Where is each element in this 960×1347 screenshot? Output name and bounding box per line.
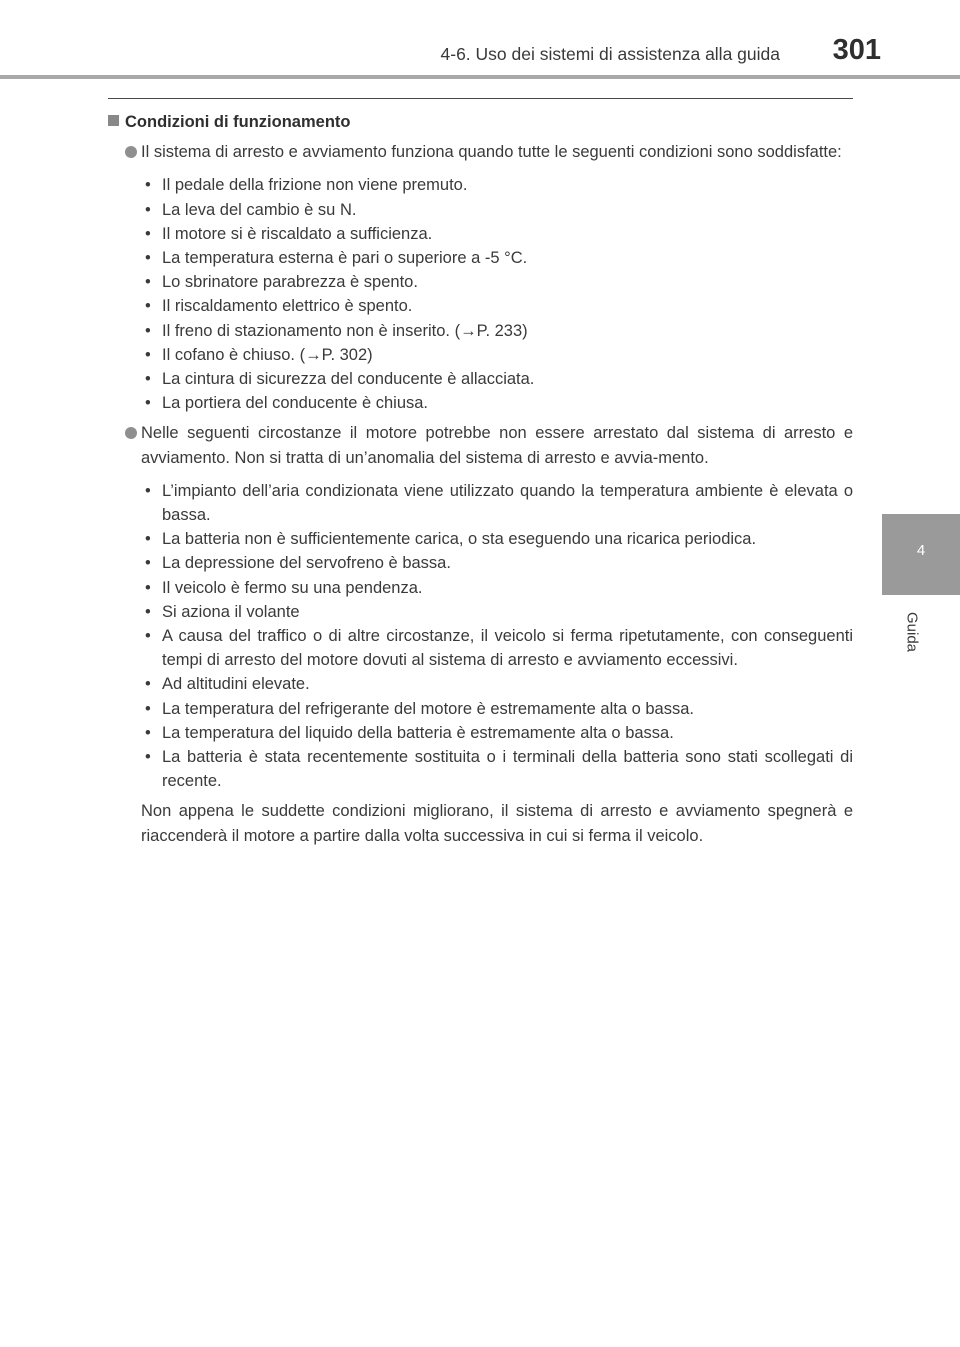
dot-bullet-icon: • <box>145 345 151 364</box>
list-item <box>145 319 853 343</box>
list-item <box>145 697 853 721</box>
list-item <box>145 600 853 624</box>
list-item-text: Il riscaldamento elettrico è spento. <box>162 297 413 316</box>
dot-bullet-icon: • <box>145 249 151 268</box>
list-item-text: La temperatura esterna è pari o superiore a -5 °C. <box>162 249 528 268</box>
closing-paragraph: Non appena le suddette condizioni migliorano, il sistema di arresto e avviamento spegnerà e riaccenderà il motore a partire dalla volta successiva in cui si ferma il veicolo. <box>141 802 853 845</box>
dot-bullet-icon: • <box>145 321 151 340</box>
circle-bullet-icon <box>125 146 137 158</box>
list-item-text: A causa del traffico o di altre circostanze, il veicolo si ferma ripetutamente, con conseguenti tempi di arresto del motore dovuti al sistema di arresto e avviamento eccessivi. <box>162 627 853 670</box>
dot-bullet-icon: • <box>145 699 151 718</box>
list-item <box>145 294 853 318</box>
dot-bullet-icon: • <box>145 176 151 195</box>
conditions-list <box>108 173 853 415</box>
list-item <box>145 198 853 222</box>
list-item <box>145 745 853 793</box>
section-rule <box>108 98 853 99</box>
list-item <box>145 222 853 246</box>
list-item-text: La leva del cambio è su N. <box>162 200 357 219</box>
list-item-text: Lo sbrinatore parabrezza è spento. <box>162 273 418 292</box>
list-item <box>145 672 853 696</box>
list-item <box>145 270 853 294</box>
list-item <box>145 527 853 551</box>
dot-bullet-icon: • <box>145 554 151 573</box>
list-item <box>145 173 853 197</box>
section-content <box>108 110 853 848</box>
list-item <box>145 576 853 600</box>
chapter-tab[interactable] <box>882 514 960 595</box>
list-item-text: La cintura di sicurezza del conducente è allacciata. <box>162 370 535 389</box>
circumstances-list <box>108 479 853 794</box>
dot-bullet-icon: • <box>145 224 151 243</box>
list-item-text: La portiera del conducente è chiusa. <box>162 394 429 413</box>
condition-item-text: Il sistema di arresto e avviamento funziona quando tutte le seguenti condizioni sono soddisfatte: <box>141 143 842 162</box>
list-item-text: Il veicolo è fermo su una pendenza. <box>162 578 423 597</box>
list-item-text: Ad altitudini elevate. <box>162 675 310 694</box>
list-item-text: Il freno di stazionamento non è inserito. (→P. 233) <box>162 321 528 340</box>
list-item-text: La batteria è stata recentemente sostituita o i terminali della batteria sono stati scollegati di recente. <box>162 748 853 791</box>
list-item-text: Il cofano è chiuso. (→P. 302) <box>162 345 373 364</box>
list-item <box>145 721 853 745</box>
list-item-text: L’impianto dell’aria condizionata viene utilizzato quando la temperatura ambiente è elevata o bassa. <box>162 481 853 525</box>
condition-item-text: Nelle seguenti circostanze il motore potrebbe non essere arrestato dal sistema di arresto e avviamento. Non si tratta di un’anomalia del sistema di arresto e avvia-mento. <box>141 424 853 467</box>
list-item-text: La depressione del servofreno è bassa. <box>162 554 451 573</box>
dot-bullet-icon: • <box>145 273 151 292</box>
square-bullet-icon <box>108 115 119 126</box>
section-heading <box>108 110 853 134</box>
list-item-text: La temperatura del liquido della batteria è estremamente alta o bassa. <box>162 723 674 742</box>
condition-item-2 <box>108 421 853 469</box>
list-item <box>145 246 853 270</box>
dot-bullet-icon: • <box>145 602 151 621</box>
list-item <box>145 624 853 672</box>
chapter-tab-label-text: Guida <box>903 611 921 653</box>
list-item <box>145 391 853 415</box>
dot-bullet-icon: • <box>145 748 151 767</box>
list-item-text: Il pedale della frizione non viene premuto. <box>162 176 468 195</box>
chapter-title: 4-6. Uso dei sistemi di assistenza alla guida <box>440 44 780 64</box>
list-item-text: La temperatura del refrigerante del motore è estremamente alta o bassa. <box>162 699 694 718</box>
list-item-text: Il motore si è riscaldato a sufficienza. <box>162 224 433 243</box>
dot-bullet-icon: • <box>145 578 151 597</box>
dot-bullet-icon: • <box>145 370 151 389</box>
chapter-tab-label <box>895 602 929 662</box>
dot-bullet-icon: • <box>145 627 151 646</box>
list-item <box>145 479 853 527</box>
dot-bullet-icon: • <box>145 394 151 413</box>
dot-bullet-icon: • <box>145 723 151 742</box>
dot-bullet-icon: • <box>145 481 151 500</box>
dot-bullet-icon: • <box>145 530 151 549</box>
list-item <box>145 343 853 367</box>
list-item <box>145 551 853 575</box>
header-rule <box>0 75 960 79</box>
page-number: 301 <box>832 34 881 66</box>
dot-bullet-icon: • <box>145 200 151 219</box>
list-item <box>145 367 853 391</box>
list-item-text: Si aziona il volante <box>162 602 300 621</box>
condition-item-1 <box>108 140 853 164</box>
list-item-text: La batteria non è sufficientemente carica, o sta eseguendo una ricarica periodica. <box>162 530 757 549</box>
section-heading-text: Condizioni di funzionamento <box>125 113 351 131</box>
circle-bullet-icon <box>125 427 137 439</box>
chapter-tab-number: 4 <box>916 542 926 559</box>
dot-bullet-icon: • <box>145 675 151 694</box>
dot-bullet-icon: • <box>145 297 151 316</box>
